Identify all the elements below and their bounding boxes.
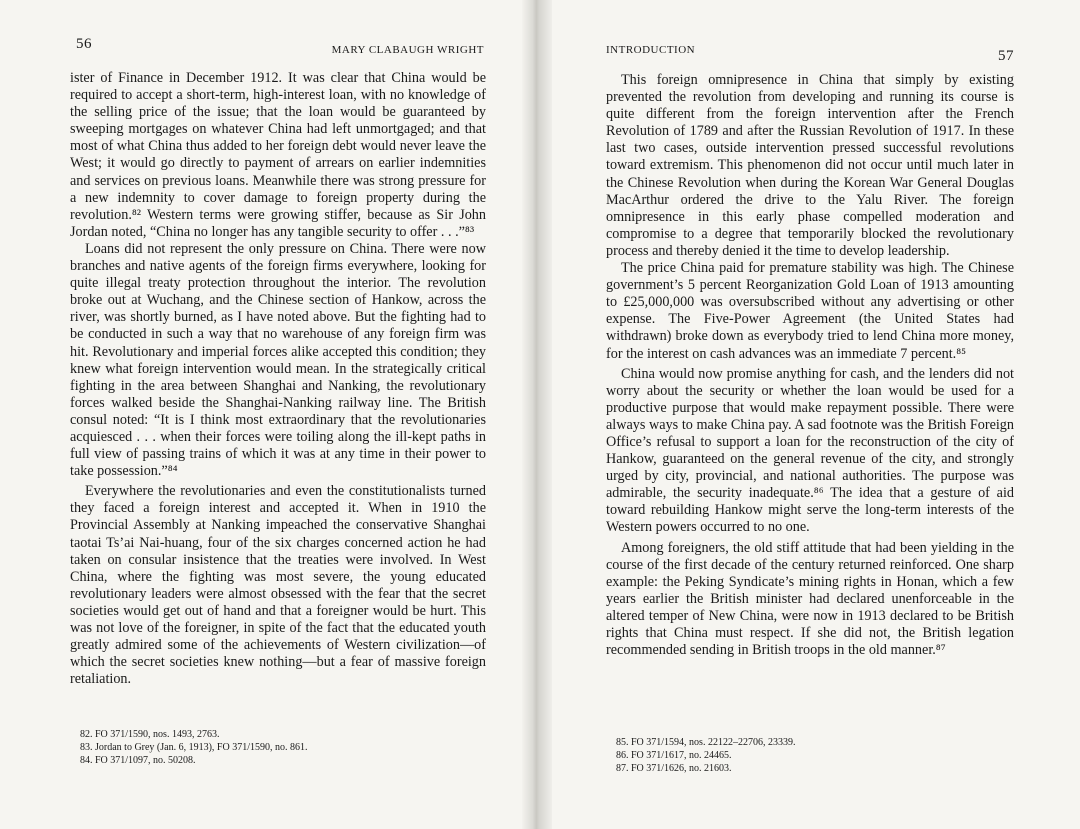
page-number: 56: [76, 36, 92, 52]
paragraph: The price China paid for premature stability was high. The Chinese government’s 5 percent Reorganization Gold Loan of 1913 amounting to £25,000,000 was oversubscribed without any advertising or other expense. The Five-Power Agreement (the United States had withdrawn) broke down as everybody tried to lend China more money, for the interest on cash advances was an immediate 7 percent.⁸⁵: [606, 260, 1014, 362]
book-gutter: [522, 0, 552, 829]
right-footnotes: [616, 736, 1014, 775]
right-running-head: [606, 44, 1014, 64]
footnote: 86. FO 371/1617, no. 24465.: [616, 750, 732, 761]
right-body-text: [606, 72, 1014, 659]
footnote: 83. Jordan to Grey (Jan. 6, 1913), FO 371/1590, no. 861.: [80, 742, 308, 753]
paragraph: China would now promise anything for cash, and the lenders did not worry about the security or whether the loan would be used for a productive purpose that would make repayment possible. There were always ways to make China pay. A sad footnote was the British Foreign Office’s refusal to support a loan for the reconstruction of the city of Hankow, guaranteed on the general revenue of the city, and strongly urged by city, provincial, and national authorities. The purpose was admirable, the security inadequate.⁸⁶ The idea that a gesture of aid toward rebuilding Hankow might serve the long-term interests of the Western powers occurred to no one.: [606, 365, 1014, 536]
paragraph: Among foreigners, the old stiff attitude that had been yielding in the course of the first decade of the century returned reinforced. One sharp example: the Peking Syndicate’s mining rights in Honan, which a few years earlier the British minister had declared unenforceable in the altered temper of New China, were now in 1913 declared to be British rights that China must respect. If she did not, the British legation recommended sending in British troops in the old manner.⁸⁷: [606, 539, 1014, 659]
footnote: 87. FO 371/1626, no. 21603.: [616, 763, 732, 774]
footnote: 85. FO 371/1594, nos. 22122–22706, 23339.: [616, 737, 796, 748]
running-head-title: INTRODUCTION: [606, 44, 696, 56]
left-footnotes: [80, 728, 486, 767]
right-page: [606, 0, 1014, 829]
page-number: 57: [998, 48, 1014, 64]
paragraph: ister of Finance in December 1912. It was clear that China would be required to accept a short-term, high-interest loan, with no knowledge of the selling price of the issue; that the loan would be guaranteed by sweeping mortgages on whatever China had left unmortgaged; and that most of what China thus added to her foreign debt would never leave the West; it would go directly to payment of arrears on earlier indemnities and services on previous loans. Meanwhile there was strong pressure for a new indemnity to cover damage to foreign property during the revolution.⁸² Western terms were growing stiffer, because as Sir John Jordan noted, “China no longer has any tangible security to offer . . .”⁸³: [70, 70, 486, 240]
footnote: 84. FO 371/1097, no. 50208.: [80, 755, 196, 766]
left-running-head: [70, 36, 486, 64]
left-page: [70, 0, 486, 829]
paragraph: This foreign omnipresence in China that simply by existing prevented the revolution from developing and running its course is quite different from the foreign intervention after the French Revolution of 1789 and after the Russian Revolution of 1917. In these last two cases, outside intervention pressed successful revolutions toward extremism. This phenomenon did not occur until much later in the Chinese Revolution when during the Korean War General Douglas MacArthur ordered the drive to the Yalu River. The foreign omnipresence in this early phase compelled moderation and compromise to a degree that temporarily blocked the revolutionary process and thereby denied it the time to develop leadership.: [606, 72, 1014, 259]
left-body-text: [70, 70, 486, 688]
paragraph: Everywhere the revolutionaries and even the constitutionalists turned they faced a foreign interest and accepted it. When in 1910 the Provincial Assembly at Nanking impeached the conservative Shanghai taotai Ts’ai Nai-huang, four of the six charges concerned action he had taken on consular insistence that the treaties were involved. In West China, where the fighting was most severe, the young educated revolutionary leaders were almost obsessed with the fear that the secret societies would get out of hand and that a foreigner would be hurt. This was not love of the foreigner, in spite of the fact that the educated youth greatly admired some of the achievements of Western civilization—of which the secret societies knew nothing—but a fear of massive foreign retaliation.: [70, 483, 486, 688]
running-head-title: MARY CLABAUGH WRIGHT: [331, 44, 484, 56]
paragraph: Loans did not represent the only pressure on China. There were now branches and native agents of the foreign firms everywhere, looking for quite illegal treaty protection throughout the interior. The revolution broke out at Wuchang, and the Chinese section of Hankow, across the river, was shortly burned, as I have noted above. But the fighting had to be conducted in such a way that no warehouse of any foreign firm was hit. Revolutionary and imperial forces alike accepted this condition; they knew what foreign intervention would mean. In the strategically critical fighting in the area between Shanghai and Nanking, the revolutionary forces walked beside the Shanghai-Nanking railway line. The British consul noted: “It is I think most extraordinary that the revolutionaries acquiesced . . . when their forces were toiling along the ill-kept paths in full view of passing trains of which it was at any time in their power to take possession.”⁸⁴: [70, 240, 486, 480]
footnote: 82. FO 371/1590, nos. 1493, 2763.: [80, 729, 220, 740]
